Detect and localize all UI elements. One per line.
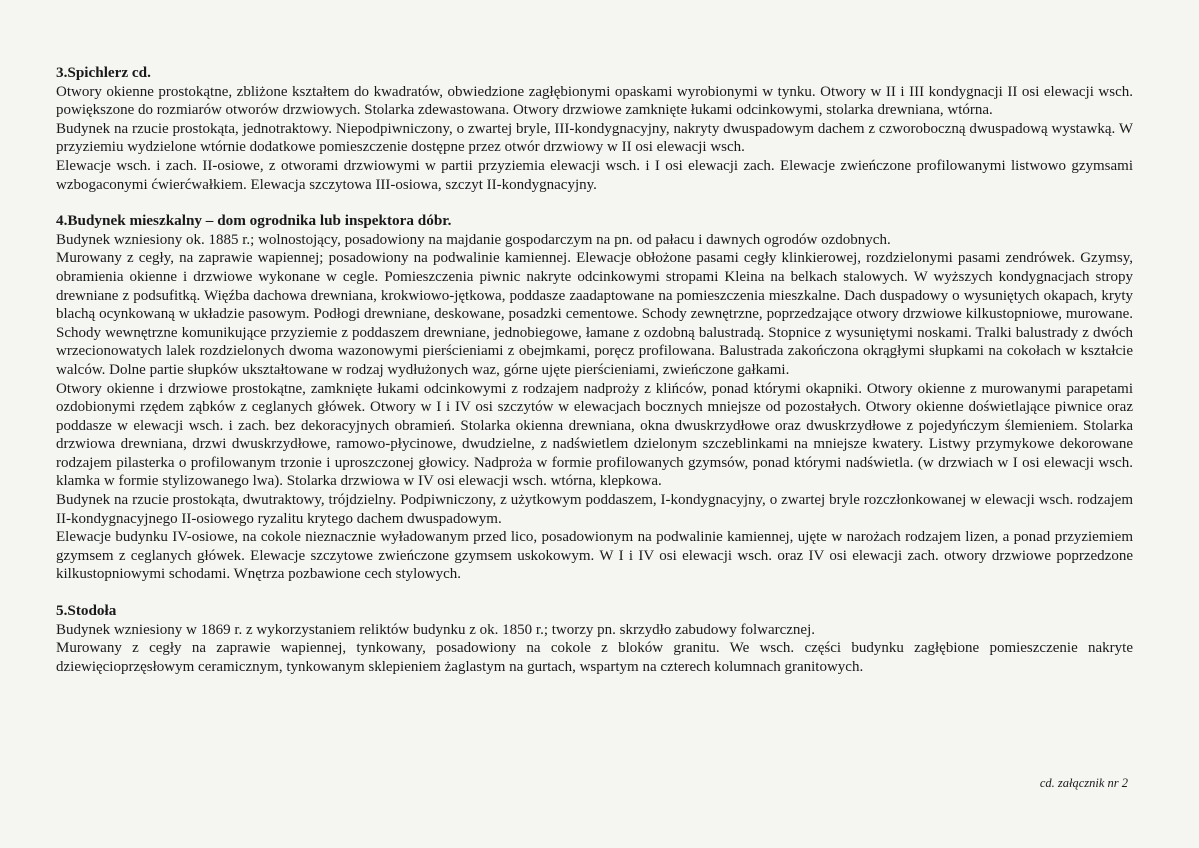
section-budynek-mieszkalny (56, 212, 1133, 584)
page-footer-note: cd. załącznik nr 2 (1039, 776, 1128, 790)
paragraph: Elewacje budynku IV-osiowe, na cokole nieznacznie wyładowanym przed lico, posadowionym na podwalinie kamiennej, ujęte w narożach rodzajem lizen, a ponad przyziemiem gzymsem z ceglanych główek. Elewacje szczytowe zwieńczone gzymsem uskokowym. W I i IV osi elewacji wsch. oraz IV osi elewacji zach. otwory drzwiowe poprzedzone kilkustopniowymi schodami. Wnętrza pozbawione cech stylowych. (56, 529, 1133, 583)
paragraph: Murowany z cegły, na zaprawie wapiennej; posadowiony na podwalinie kamiennej. Elewacje obłożone pasami cegły klinkierowej, rozdzielonymi pasami zendrówek. Gzymsy, obramienia okienne i drzwiowe wykonane w cegle. Pomieszczenia piwnic nakryte odcinkowymi stropami Kleina na belkach stalowych. W wyższych kondygnacjach stropy drewniane z podsufitką. Więźba dachowa drewniana, krokwiowo-jętkowa, poddasze zaadaptowane na pomieszczenia mieszkalne. Dach duspadowy o wysuniętych okapach, kryty blachą ocynkowaną w układzie pasowym. Podłogi drewniane, deskowane, posadzki cementowe. Schody zewnętrzne, poprzedzające otwory drzwiowe kilkustopniowe, murowane. Schody wewnętrzne komunikujące przyziemie z poddaszem drewniane, jednobiegowe, łamane z ozdobną balustradą. Stopnice z wysuniętymi noskami. Tralki balustrady z dwóch wrzecionowatych lalek rozdzielonych dwoma wazonowymi pierścieniami z obejmkami, poręcz profilowana. Balustrada zakończona okrągłymi słupkami na cokołach w kształcie walców. Dolne partie słupków ukształtowane w rodzaj wydłużonych waz, górne ujęte pierścieniami, zwieńczone gałkami. (56, 250, 1133, 378)
paragraph: Budynek na rzucie prostokąta, jednotraktowy. Niepodpiwniczony, o zwartej bryle, III-kondygnacyjny, nakryty dwuspadowym dachem z czworoboczną dwuspadową wystawką. W przyziemiu wydzielone wtórnie dodatkowe pomieszczenie dostępne przez otwór drzwiowy w II osi elewacji wsch. (56, 120, 1133, 156)
section-spichlerz (56, 64, 1133, 194)
paragraph: Otwory okienne i drzwiowe prostokątne, zamknięte łukami odcinkowymi z rodzajem nadproży z klińców, ponad którymi okapniki. Otwory okienne z murowanymi parapetami ozdobionymi rzędem ząbków z ceglanych główek. Otwory w I i IV osi szczytów w elewacjach bocznych mniejsze od pozostałych. Otwory okienne doświetlające piwnice oraz poddasze w elewacji wsch. i zach. bez dekoracyjnych obramień. Stolarka okienna drewniana, okna dwuskrzydłowe oraz dwuskrzydłowe z pojedyńczym ślemieniem. Stolarka drzwiowa drewniana, drzwi dwuskrzydłowe, ramowo-płycinowe, dwudzielne, z nadświetlem dzielonym szczeblinkami na mniejsze kwatery. Listwy przymykowe dekorowane rodzajem pilasterka o profilowanym trzonie i uproszczonej głowicy. Nadproża w formie profilowanych gzymsów, ponad którymi nadświetla. (w drzwiach w I osi elewacji wsch. klamka w formie stylizowanego lwa). Stolarka drzwiowa w IV osi elewacji wsch. wtórna, klepkowa. (56, 380, 1133, 490)
paragraph: Budynek na rzucie prostokąta, dwutraktowy, trójdzielny. Podpiwniczony, z użytkowym poddaszem, I-kondygnacyjny, o zwartej bryle rozczłonkowanej w elewacji wsch. rodzajem II-kondygnacyjnego II-osiowego ryzalitu krytego dachem dwuspadowym. (56, 492, 1133, 527)
paragraph: Otwory okienne prostokątne, zbliżone kształtem do kwadratów, obwiedzione zagłębionymi opaskami wyrobionymi w tynku. Otwory w II i III kondygnacji II osi elewacji wsch. powiększone do rozmiarów otworów drzwiowych. Stolarka zdewastowana. Otwory drzwiowe zamknięte łukami odcinkowymi, stolarka drewniana, wtórna. (56, 83, 1133, 119)
paragraph: Murowany z cegły na zaprawie wapiennej, tynkowany, posadowiony na cokole z bloków granitu. We wsch. części budynku zagłębione pomieszczenie nakryte dziewięcioprzęsłowym ceramicznym, tynkowanym sklepieniem żaglastym na gurtach, wspartym na czterech kolumnach granitowych. (56, 640, 1133, 675)
section-heading: 3.Spichlerz cd. (56, 64, 151, 81)
section-heading: 4.Budynek mieszkalny – dom ogrodnika lub inspektora dóbr. (56, 212, 452, 230)
paragraph: Budynek wzniesiony w 1869 r. z wykorzystaniem reliktów budynku z ok. 1850 r.; tworzy pn. skrzydło zabudowy folwarcznej. (56, 621, 816, 638)
paragraph: Elewacje wsch. i zach. II-osiowe, z otworami drzwiowymi w partii przyziemia elewacji wsch. i I osi elewacji zach. Elewacje zwieńczone profilowanymi listwowo gzymsami wzbogaconymi ćwierćwałkiem. Elewacja szczytowa III-osiowa, szczyt II-kondygnacyjny. (56, 157, 1133, 193)
paragraph: Budynek wzniesiony ok. 1885 r.; wolnostojący, posadowiony na majdanie gospodarczym na pn. od pałacu i dawnych ogrodów ozdobnych. (56, 231, 891, 248)
section-heading: 5.Stodoła (56, 602, 117, 620)
section-stodola (56, 602, 1133, 676)
